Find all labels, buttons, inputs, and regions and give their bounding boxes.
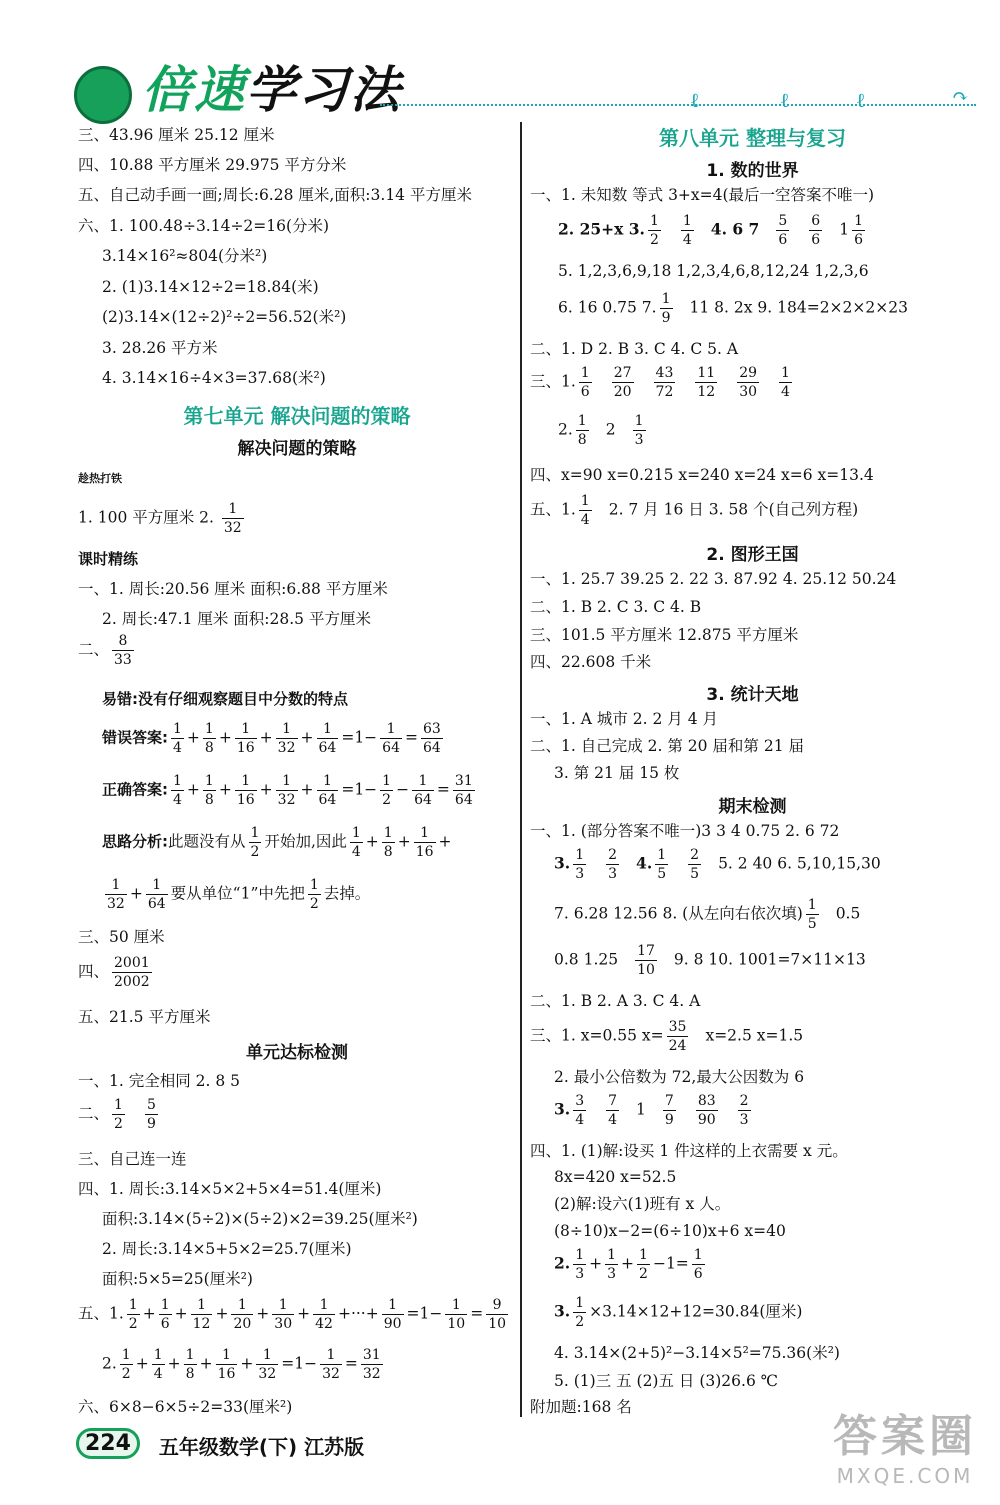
answer-line: 六、1. 100.48÷3.14÷2=16(分米) <box>78 217 330 235</box>
answer-line: 二、1. B 2. C 3. C 4. B <box>530 598 702 616</box>
book-header <box>0 0 1000 118</box>
answer-line: 四、1. 周长:3.14×5×2+5×4=51.4(厘米) <box>78 1180 382 1198</box>
answer-line: 4. 3.14×(2+5)²−3.14×5²=75.36(米²) <box>554 1344 840 1362</box>
swirl-icon: ℓ <box>856 88 866 112</box>
section-title: 3. 统计天地 <box>706 685 799 705</box>
answer-line: 0.8 1.25 $\frac{17}{10}$ 9. 8 10. 1001=7×11×13 <box>554 943 866 978</box>
answer-line: 四、22.608 千米 <box>530 653 652 671</box>
brand-title <box>142 50 402 122</box>
answer-line: 2. (1)3.14×12÷2=18.84(米) <box>102 278 319 296</box>
section-title: 2. 图形王国 <box>706 545 799 565</box>
unit8-title: 第八单元 整理与复习 <box>659 126 846 150</box>
answer-line: 二、1. 自己完成 2. 第 20 届和第 21 届 <box>530 737 805 755</box>
answer-line: 7. 6.28 12.56 8. (从左向右依次填) $\frac{1}{5}$ 0.5 <box>554 897 861 932</box>
answer-line: 三、101.5 平方厘米 12.875 平方厘米 <box>530 626 799 644</box>
answer-line: 二、1. B 2. A 3. C 4. A <box>530 992 701 1010</box>
answer-line: 三、50 厘米 <box>78 928 165 946</box>
watermark-logo: 答案圈 MXQE.COM <box>833 1411 977 1488</box>
answer-line: 2. $\frac{1}{3}$ + $\frac{1}{3}$ + $\frac{1}{2}$ −1= $\frac{1}{6}$ <box>554 1247 703 1282</box>
page-number: 224 <box>76 1428 140 1459</box>
answer-line: 5. 1,2,3,6,9,18 1,2,3,4,6,8,12,24 1,2,3,6 <box>558 262 869 280</box>
answer-line: 面积:5×5=25(厘米²) <box>102 1270 253 1288</box>
column-divider <box>520 122 522 1417</box>
fraction: $\frac{2001}{2002}$ <box>114 955 150 990</box>
answer-line: 一、1. 完全相同 2. 8 5 <box>78 1072 241 1090</box>
analysis-line: $\frac{1}{32}$ + $\frac{1}{64}$ 要从单位“1”中先把 $\frac{1}{2}$ 去掉。 <box>107 877 371 912</box>
series-line: 五、1. $\frac{1}{2}$ + $\frac{1}{6}$ + $\frac{1}{12}$ + $\frac{1}{20}$ + $\frac{1}{30}$ + $\frac{1}{42}$ +···+ $\frac{1}{90}$ =1− $\frac{1}{10}$ = $\frac{9}{10}$ <box>78 1297 507 1332</box>
answer-line: 3. 第 21 届 15 枚 <box>554 764 680 782</box>
section-label: 课时精练 <box>78 550 139 568</box>
answer-line: 2. 最小公倍数为 72,最大公因数为 6 <box>554 1068 805 1086</box>
section-title: 1. 数的世界 <box>706 161 799 181</box>
answer-line: 3.14×16²≈804(分米²) <box>102 247 268 265</box>
answer-line: (2)3.14×(12÷2)²÷2=56.52(米²) <box>102 308 347 326</box>
error-note: 易错:没有仔细观察题目中分数的特点 <box>102 690 349 708</box>
series-line: 2. $\frac{1}{2}$ + $\frac{1}{4}$ + $\frac{1}{8}$ + $\frac{1}{16}$ + $\frac{1}{32}$ =1− $\frac{1}{32}$ = $\frac{31}{32}$ <box>102 1347 381 1382</box>
answer-line: 二、 $\frac{8}{33}$ <box>78 633 132 668</box>
answer-line: 面积:3.14×(5÷2)×(5÷2)×2=39.25(厘米²) <box>102 1210 418 1228</box>
section-label: 趁热打铁 <box>78 472 122 485</box>
answer-line: 四、 $\frac{2001}{2002}$ <box>78 955 150 990</box>
answer-line: 二、 $\frac{1}{2}$ $\frac{5}{9}$ <box>78 1097 156 1132</box>
answer-line: 五、1. $\frac{1}{4}$ 2. 7 月 16 日 3. 58 个(自己列方程) <box>530 493 859 528</box>
swirl-icon: ℓ <box>780 88 790 112</box>
right-answer-line: 正确答案: $\frac{1}{4}$ + $\frac{1}{8}$ + $\frac{1}{16}$ + $\frac{1}{32}$ + $\frac{1}{64}$ =1− $\frac{1}{2}$ − $\frac{1}{64}$ = $\frac{31}{64}$ <box>102 773 473 808</box>
answer-line: 4. 3.14×16÷4×3=37.68(米²) <box>102 369 326 387</box>
answer-line: 二、1. D 2. B 3. C 4. C 5. A <box>530 340 739 358</box>
header-dotted-line <box>380 104 976 106</box>
wrong-answer-line: 错误答案: $\frac{1}{4}$ + $\frac{1}{8}$ + $\frac{1}{16}$ + $\frac{1}{32}$ + $\frac{1}{64}$ =1− $\frac{1}{64}$ = $\frac{63}{64}$ <box>102 721 441 756</box>
answer-line: 四、10.88 平方厘米 29.975 平方分米 <box>78 156 347 174</box>
analysis-line: 思路分析:此题没有从 $\frac{1}{2}$ 开始加,因此 $\frac{1}{4}$ + $\frac{1}{8}$ + $\frac{1}{16}$ + <box>102 825 452 860</box>
brand-part2: 学习法 <box>246 61 402 119</box>
answer-line: 2. $\frac{1}{8}$ 2 $\frac{1}{3}$ <box>558 413 644 448</box>
answer-line: 五、21.5 平方厘米 <box>78 1008 211 1026</box>
answer-line: 三、1. x=0.55 x= $\frac{35}{24}$ x=2.5 x=1.5 <box>530 1019 804 1054</box>
answer-line: 2. 周长:3.14×5+5×2=25.7(厘米) <box>102 1240 352 1258</box>
unit-test-title: 单元达标检测 <box>246 1043 348 1063</box>
answer-text: 1. 100 平方厘米 2. <box>78 508 214 527</box>
answer-line: 5. (1)三 五 (2)五 日 (3)26.6 ℃ <box>554 1372 779 1390</box>
answer-line: 四、x=90 x=0.215 x=240 x=24 x=6 x=13.4 <box>530 466 874 484</box>
swirl-icon: ℓ <box>690 88 700 112</box>
book-title: 五年级数学(下) 江苏版 <box>158 1435 365 1459</box>
answer-line: 一、1. 未知数 等式 3+x=4(最后一空答案不唯一) <box>530 186 875 204</box>
unit7-title: 第七单元 解决问题的策略 <box>183 404 411 428</box>
book-logo-icon <box>74 66 132 124</box>
unit7-subtitle: 解决问题的策略 <box>237 439 357 459</box>
answer-line: (2)解:设六(1)班有 x 人。 <box>554 1195 731 1213</box>
answer-line: 一、1. (部分答案不唯一)3 3 4 0.75 2. 6 72 <box>530 822 840 840</box>
answer-line: 三、43.96 厘米 25.12 厘米 <box>78 126 275 144</box>
answer-line: 2. 25+x 3. $\frac{1}{2}$ $\frac{1}{4}$ 4. 6 7 $\frac{5}{6}$ $\frac{6}{6}$ 1 $\frac{1}{6}$ <box>558 213 863 248</box>
answer-line: 三、1. $\frac{1}{6}$ $\frac{27}{20}$ $\frac{43}{72}$ $\frac{11}{12}$ $\frac{29}{30}$ $\frac{1}{4}$ <box>530 365 790 400</box>
answer-line: 6. 16 0.75 7. $\frac{1}{9}$ 11 8. 2x 9. 184=2×2×2×23 <box>558 291 908 326</box>
answer-line: 三、自己连一连 <box>78 1150 187 1168</box>
answer-line: 一、1. 25.7 39.25 2. 22 3. 87.92 4. 25.12 50.24 <box>530 570 897 588</box>
answer-line: 8x=420 x=52.5 <box>554 1168 677 1186</box>
answer-line: 附加题:168 名 <box>530 1398 632 1416</box>
answer-line: 3. $\frac{1}{2}$ ×3.14×12+12=30.84(厘米) <box>554 1295 803 1330</box>
answer-line: 四、1. (1)解:设买 1 件这样的上衣需要 x 元。 <box>530 1142 848 1160</box>
brand-part1: 倍速 <box>142 61 246 119</box>
section-title: 期末检测 <box>718 797 787 817</box>
answer-line: 一、1. 周长:20.56 厘米 面积:6.88 平方厘米 <box>78 580 388 598</box>
answer-line: 3. $\frac{3}{4}$ $\frac{7}{4}$ 1 $\frac{7}{9}$ $\frac{83}{90}$ $\frac{2}{3}$ <box>554 1093 749 1128</box>
answer-line: (8÷10)x−2=(6÷10)x+6 x=40 <box>554 1222 786 1240</box>
answer-line: 2. 周长:47.1 厘米 面积:28.5 平方厘米 <box>102 610 371 628</box>
arrow-icon: ↷ <box>952 84 969 108</box>
fraction: $\frac{1}{32}$ <box>223 501 242 536</box>
answer-line: 一、1. A 城市 2. 2 月 4 月 <box>530 710 718 728</box>
page-footer <box>76 1428 364 1460</box>
answer-line: 五、自己动手画一画;周长:6.28 厘米,面积:3.14 平方厘米 <box>78 186 472 204</box>
fraction: $\frac{8}{33}$ <box>114 633 132 668</box>
answer-line: 3. $\frac{1}{3}$ $\frac{2}{3}$ 4. $\frac{1}{5}$ $\frac{2}{5}$ 5. 2 40 6. 5,10,15,30 <box>554 847 881 882</box>
answer-line: 六、6×8−6×5÷2=33(厘米²) <box>78 1398 293 1416</box>
answer-line: 3. 28.26 平方米 <box>102 339 218 357</box>
answer-line <box>78 500 247 537</box>
